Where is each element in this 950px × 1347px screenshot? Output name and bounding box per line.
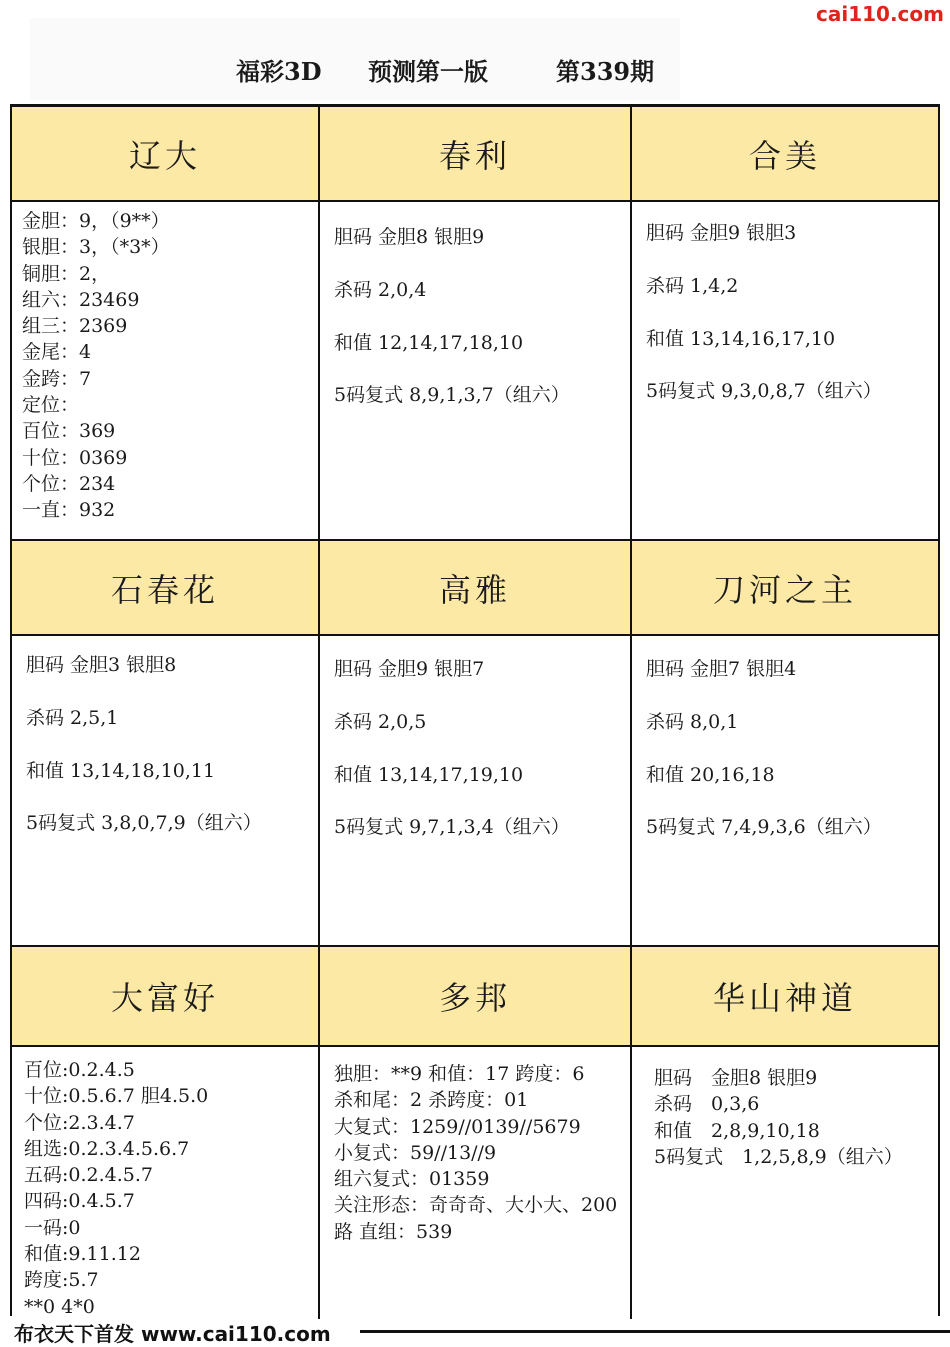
cell-line: 胆码 金胆3 银胆8	[26, 654, 177, 676]
cell-title: 辽大	[12, 107, 318, 202]
cell-line: 一直：932	[22, 499, 116, 522]
cell-body	[12, 636, 318, 837]
cell-line: 定位：	[22, 394, 80, 417]
cell-line: 金跨：7	[22, 367, 92, 390]
cell-4	[12, 541, 320, 947]
cell-line: 5码复式 9,3,0,8,7（组六）	[646, 380, 882, 403]
cell-6	[632, 541, 938, 947]
cell-title: 春利	[320, 107, 630, 202]
cell-line: 铜胆：2，	[22, 262, 111, 285]
cell-line: 个位:2.3.4.7	[24, 1111, 135, 1134]
cell-line: 大复式：1259//0139//5679	[334, 1115, 581, 1138]
cell-line: 十位：0369	[22, 446, 128, 469]
cell-title: 高雅	[320, 541, 630, 636]
cell-line: 百位：369	[22, 420, 116, 443]
cell-line: 杀码 2,0,5	[334, 710, 427, 733]
prediction-grid	[10, 104, 940, 1316]
cell-line: 金胆：9，（9**）	[22, 210, 170, 232]
cell-line: 5码复式 8,9,1,3,7（组六）	[334, 384, 570, 407]
cell-line: 十位:0.5.6.7 胆4.5.0	[24, 1085, 209, 1108]
title-issue: 第339期	[556, 57, 655, 86]
cell-line: **0 4*0	[24, 1295, 95, 1318]
cell-line: 组六复式：01359	[334, 1168, 490, 1191]
cell-line: 5码复式 9,7,1,3,4（组六）	[334, 816, 570, 839]
cell-body	[320, 636, 630, 841]
cell-body	[632, 636, 938, 841]
cell-line: 五码:0.2.4.5.7	[24, 1164, 154, 1187]
cell-line: 四码:0.4.5.7	[24, 1190, 135, 1213]
cell-line: 和值 13,14,17,19,10	[334, 763, 524, 786]
cell-body	[12, 1047, 318, 1320]
cell-line: 胆码 金胆8 银胆9	[654, 1067, 818, 1089]
cell-line: 5码复式 1,2,5,8,9（组六）	[654, 1145, 903, 1168]
cell-line: 杀和尾：2 杀跨度：01	[334, 1089, 529, 1112]
cell-title: 多邦	[320, 947, 630, 1047]
cell-line: 银胆：3，（*3*）	[22, 236, 170, 259]
cell-line: 胆码 金胆9 银胆7	[334, 658, 485, 680]
cell-8	[320, 947, 632, 1319]
cell-line: 胆码 金胆7 银胆4	[646, 658, 797, 680]
cell-line: 胆码 金胆8 银胆9	[334, 226, 485, 248]
cell-line: 百位:0.2.4.5	[24, 1059, 135, 1081]
cell-title: 大富好	[12, 947, 318, 1047]
cell-1	[12, 107, 320, 541]
cell-line: 和值 12,14,17,18,10	[334, 331, 524, 354]
cell-line: 组六：23469	[22, 288, 140, 311]
page-title	[0, 52, 950, 92]
cell-line: 一码:0	[24, 1216, 81, 1239]
title-edition: 预测第一版	[368, 57, 488, 86]
title-lottery: 福彩3D	[236, 57, 322, 86]
cell-title: 刀河之主	[632, 541, 938, 636]
cell-body	[320, 202, 630, 409]
cell-line: 杀码 1,4,2	[646, 274, 739, 297]
cell-line: 组三：2369	[22, 315, 128, 338]
cell-line: 跨度:5.7	[24, 1269, 99, 1292]
cell-body	[320, 1047, 630, 1245]
footer-rule	[360, 1330, 950, 1333]
cell-5	[320, 541, 632, 947]
cell-title: 石春花	[12, 541, 318, 636]
cell-line: 和值 20,16,18	[646, 763, 775, 786]
cell-line: 和值 2,8,9,10,18	[654, 1119, 820, 1142]
cell-line: 杀码 8,0,1	[646, 710, 739, 733]
cell-body	[632, 202, 938, 405]
cell-line: 杀码 0,3,6	[654, 1093, 760, 1116]
cell-line: 独胆：**9 和值：17 跨度：6	[334, 1063, 585, 1085]
cell-title: 合美	[632, 107, 938, 202]
cell-line: 关注形态：奇奇奇、大小大、200路 直组：539	[334, 1194, 618, 1243]
footer-credit: 布衣天下首发 www.cai110.com	[14, 1322, 331, 1346]
cell-line: 杀码 2,5,1	[26, 706, 119, 729]
cell-line: 金尾：4	[22, 341, 92, 364]
cell-9	[632, 947, 938, 1319]
cell-line: 5码复式 7,4,9,3,6（组六）	[646, 816, 882, 839]
cell-line: 胆码 金胆9 银胆3	[646, 222, 797, 244]
cell-line: 杀码 2,0,4	[334, 278, 427, 301]
cell-body	[12, 202, 318, 524]
cell-line: 组选:0.2.3.4.5.6.7	[24, 1137, 190, 1160]
cell-title: 华山神道	[632, 947, 938, 1047]
site-logo: cai110.com	[816, 2, 944, 26]
cell-line: 和值 13,14,16,17,10	[646, 327, 836, 350]
cell-3	[632, 107, 938, 541]
cell-7	[12, 947, 320, 1319]
cell-line: 和值:9.11.12	[24, 1243, 141, 1266]
cell-line: 个位：234	[22, 472, 116, 495]
cell-line: 小复式：59//13//9	[334, 1141, 497, 1164]
cell-2	[320, 107, 632, 541]
cell-body	[632, 1047, 938, 1170]
cell-line: 和值 13,14,18,10,11	[26, 759, 216, 782]
cell-line: 5码复式 3,8,0,7,9（组六）	[26, 812, 262, 835]
